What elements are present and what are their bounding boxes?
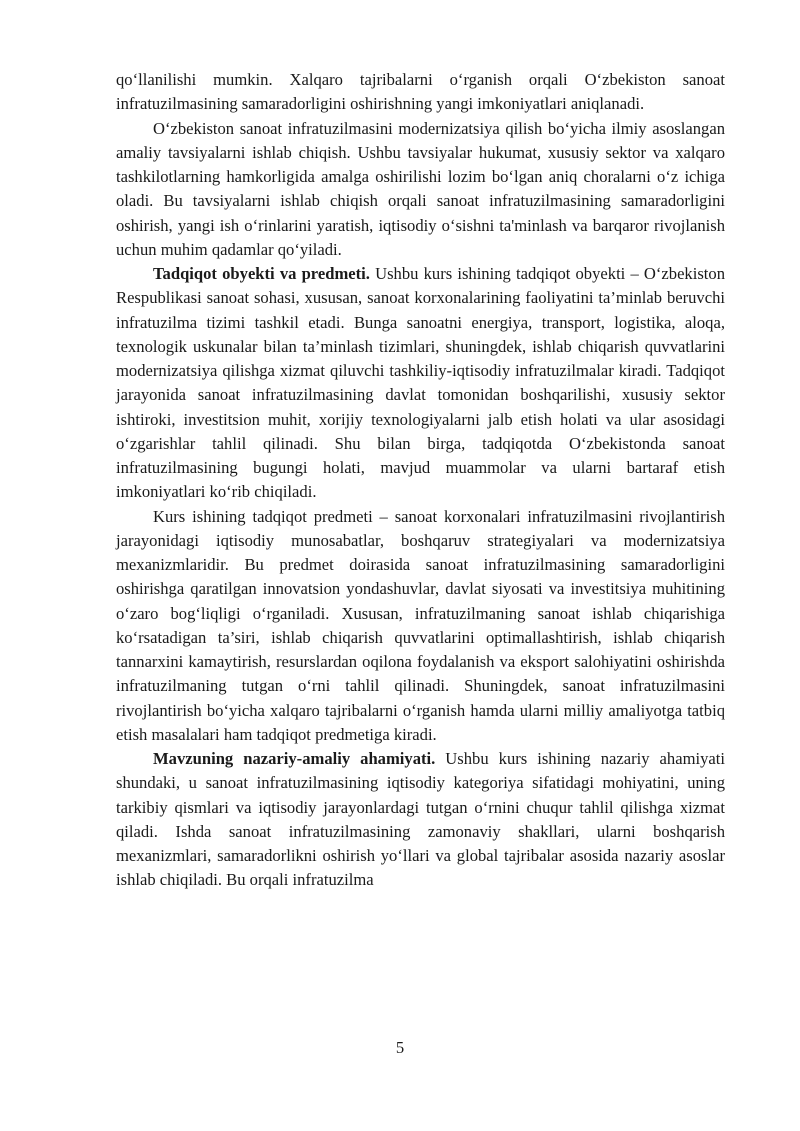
document-page	[116, 68, 725, 893]
section-heading: Tadqiqot obyekti va predmeti.	[153, 264, 370, 283]
paragraph-recommendations	[116, 117, 725, 263]
paragraph-text: O‘zbekiston sanoat infratuzilmasini modernizatsiya qilish bo‘yicha ilmiy asoslangan amaliy tavsiyalarni ishlab chiqish. Ushbu tavsiyalar hukumat, xususiy sektor va xalqaro tashkilotlarning hamkorligida amalga oshirilishi lozim bo‘lgan aniq choralarni o‘z ichiga oladi. Bu tavsiyalarni ishlab chiqish orqali sanoat infratuzilmasining samaradorligini oshirish, yangi ish o‘rinlarini yaratish, iqtisodiy o‘sishni ta'minlash va barqaror rivojlanish uchun muhim qadamlar qo‘yiladi.	[116, 118, 725, 259]
paragraph-text: qo‘llanilishi mumkin. Xalqaro tajribalarni o‘rganish orqali O‘zbekiston sanoat infratuzilmasining samaradorligini oshirishning yangi imkoniyatlari aniqlanadi.	[116, 70, 725, 114]
paragraph-text: Kurs ishining tadqiqot predmeti – sanoat korxonalari infratuzilmasini rivojlantirish jarayonidagi iqtisodiy munosabatlar, boshqaruv strategiyalari va modernizatsiya mexanizmlaridir. Bu predmet doirasida sanoat infratuzilmasining samaradorligini oshirishga qaratilgan innovatsion yondashuvlar, davlat siyosati va investitsiya muhitining o‘zaro bog‘liqligi o‘rganiladi. Xususan, infratuzilmaning sanoat ishlab chiqarishiga ko‘rsatadigan ta’siri, ishlab chiqarish quvvatlarini optimallashtirish, ishlab chiqarish tannarxini kamaytirish, resurslardan oqilona foydalanish va eksport salohiyatini oshirishda infratuzilmaning tutgan o‘rni tahlil qilinadi. Shuningdek, sanoat infratuzilmasini rivojlantirish bo‘yicha xalqaro tajribalarni o‘rganish hamda ularni milliy amaliyotga tatbiq etish masalalari ham tadqiqot predmetiga kiradi.	[116, 506, 725, 744]
section-heading: Mavzuning nazariy-amaliy ahamiyati.	[153, 749, 436, 768]
paragraph-research-object	[116, 262, 725, 505]
paragraph-text: Ushbu kurs ishining tadqiqot obyekti – O‘zbekiston Respublikasi sanoat sohasi, xususan, sanoat korxonalarining faoliyatini ta’minlab beruvchi infratuzilma tizimi tashkil etadi. Bunga sanoatni energiya, transport, logistika, aloqa, texnologik uskunalar bilan ta’minlash tizimlari, shuningdek, ishlab chiqarish quvvatlarini modernizatsiya qilishga xizmat qiluvchi tashkiliy-iqtisodiy infratuzilmalar kiradi. Tadqiqot jarayonida sanoat infratuzilmasining davlat tomonidan boshqarilishi, xususiy sektor ishtiroki, investitsion muhit, xorijiy texnologiyalarni jalb etish holati va ular asosidagi o‘zgarishlar tahlil qilinadi. Shu bilan birga, tadqiqotda O‘zbekistonda sanoat infratuzilmasining bugungi holati, mavjud muammolar va ularni bartaraf etish imkoniyatlari ko‘rib chiqiladi.	[116, 264, 726, 502]
paragraph-continuation	[116, 68, 725, 117]
paragraph-text: Ushbu kurs ishining nazariy ahamiyati shundaki, u sanoat infratuzilmasining iqtisodiy kategoriya sifatidagi mohiyatini, uning tarkibiy qismlari va iqtisodiy jarayonlardagi tutgan o‘rnini chuqur tahlil qilishga xizmat qiladi. Ishda sanoat infratuzilmasining zamonaviy shakllari, ularni boshqarish mexanizmlari, samaradorlikni oshirish yo‘llari va global tajribalar asosida nazariy asoslar ishlab chiqiladi. Bu orqali infratuzilma	[116, 749, 725, 890]
paragraph-significance	[116, 747, 725, 893]
page-number: 5	[395, 1038, 405, 1057]
paragraph-research-subject	[116, 505, 725, 748]
